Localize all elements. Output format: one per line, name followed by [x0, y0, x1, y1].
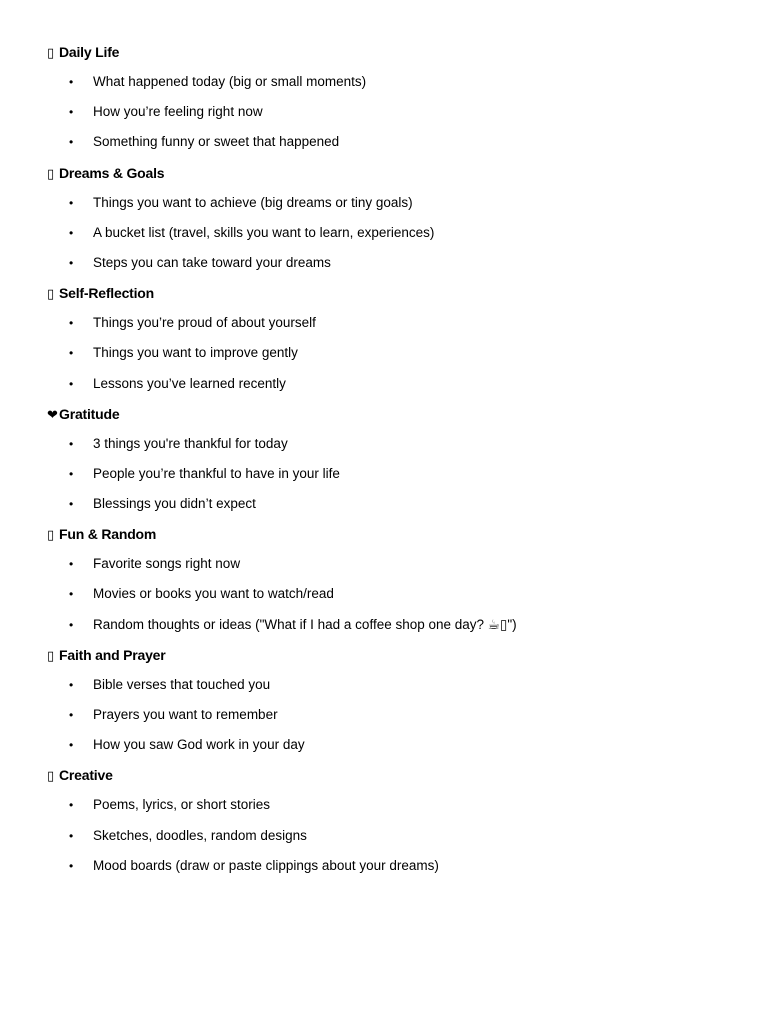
bullet-icon: •: [69, 858, 74, 873]
list-item: [0, 670, 768, 700]
bullet-list: [0, 429, 768, 520]
bullet-icon: •: [69, 617, 74, 632]
list-item-text: 3 things you're thankful for today: [93, 435, 288, 451]
list-item-text: What happened today (big or small moments): [93, 74, 367, 89]
section-heading: [0, 37, 768, 67]
missing-glyph-icon: ▯: [47, 527, 54, 543]
list-item: [0, 188, 768, 218]
list-item-text: Movies or books you want to watch/read: [93, 586, 334, 602]
missing-glyph-icon: ▯: [47, 45, 54, 60]
bullet-list: [0, 188, 768, 279]
bullet-icon: •: [69, 135, 74, 150]
section-heading: [0, 399, 768, 429]
list-item: [0, 67, 768, 97]
section: [0, 760, 768, 881]
bullet-icon: •: [69, 738, 74, 753]
list-item: [0, 127, 768, 157]
bullet-icon: •: [69, 677, 74, 692]
section-title: Daily Life: [59, 44, 120, 60]
bullet-icon: •: [69, 316, 74, 331]
list-item: [0, 610, 768, 640]
section-heading: [0, 519, 768, 549]
list-item: [0, 248, 768, 278]
bullet-icon: •: [69, 466, 74, 481]
list-item: [0, 730, 768, 760]
list-item-text: How you’re feeling right now: [93, 104, 263, 120]
bullet-icon: •: [69, 828, 74, 843]
section: [0, 278, 768, 399]
list-item: [0, 338, 768, 368]
bullet-icon: •: [69, 557, 74, 572]
list-item: [0, 579, 768, 609]
document-body: [0, 37, 768, 881]
section-heading: [0, 158, 768, 188]
bullet-list: [0, 670, 768, 761]
bullet-icon: •: [69, 346, 74, 361]
section: [0, 640, 768, 761]
bullet-list: [0, 67, 768, 158]
section: [0, 519, 768, 640]
list-item-text: Things you want to achieve (big dreams or tiny goals): [93, 194, 413, 210]
section-title: Faith and Prayer: [59, 646, 166, 663]
bullet-icon: •: [69, 436, 74, 451]
list-item-text: Random thoughts or ideas ("What if I had a coffee shop one day? ☕▯"): [93, 616, 517, 632]
bullet-icon: •: [69, 587, 74, 602]
list-item-text: Lessons you’ve learned recently: [93, 375, 286, 391]
list-item-text: Mood boards (draw or paste clippings about your dreams): [93, 857, 439, 873]
section-heading: [0, 760, 768, 790]
list-item-text: How you saw God work in your day: [93, 737, 305, 753]
list-item: [0, 821, 768, 851]
list-item-text: A bucket list (travel, skills you want to learn, experiences): [93, 224, 435, 240]
missing-glyph-icon: ▯: [47, 647, 54, 663]
bullet-icon: •: [69, 105, 74, 120]
missing-glyph-icon: ▯: [47, 768, 54, 784]
list-item: [0, 429, 768, 459]
list-item-text: Things you’re proud of about yourself: [93, 315, 316, 331]
bullet-icon: •: [69, 75, 74, 89]
list-item-text: Blessings you didn’t expect: [93, 496, 256, 512]
list-item-text: Prayers you want to remember: [93, 707, 278, 722]
list-item: [0, 790, 768, 820]
list-item-text: People you’re thankful to have in your life: [93, 465, 340, 481]
section-title: Dreams & Goals: [59, 164, 165, 181]
list-item-text: Sketches, doodles, random designs: [93, 827, 307, 843]
list-item: [0, 459, 768, 489]
bullet-list: [0, 549, 768, 640]
section-heading: [0, 640, 768, 670]
list-item-text: Bible verses that touched you: [93, 676, 271, 692]
section: [0, 399, 768, 520]
bullet-icon: •: [69, 255, 74, 270]
list-item-text: Something funny or sweet that happened: [93, 134, 340, 150]
list-item-text: Steps you can take toward your dreams: [93, 254, 331, 270]
bullet-icon: •: [69, 225, 74, 240]
list-item-text: Things you want to improve gently: [93, 345, 298, 361]
list-item: [0, 851, 768, 881]
list-item: [0, 700, 768, 730]
bullet-list: [0, 790, 768, 881]
list-item-text: Poems, lyrics, or short stories: [93, 797, 271, 813]
bullet-icon: •: [69, 708, 74, 722]
list-item: [0, 549, 768, 579]
list-item-text: Favorite songs right now: [93, 556, 241, 572]
bullet-list: [0, 308, 768, 399]
list-item: [0, 218, 768, 248]
missing-glyph-icon: ▯: [47, 286, 54, 302]
heart-icon: ❤: [47, 406, 58, 422]
section-title: Self-Reflection: [59, 285, 155, 302]
bullet-icon: •: [69, 195, 74, 210]
section-title: Fun & Random: [59, 526, 157, 543]
section-title: Gratitude: [59, 405, 120, 422]
section-heading: [0, 278, 768, 308]
list-item: [0, 369, 768, 399]
missing-glyph-icon: ▯: [47, 165, 54, 181]
list-item: [0, 97, 768, 127]
section: [0, 37, 768, 158]
bullet-icon: •: [69, 798, 74, 813]
bullet-icon: •: [69, 376, 74, 391]
list-item: [0, 489, 768, 519]
section-title: Creative: [59, 767, 113, 784]
list-item: [0, 308, 768, 338]
bullet-icon: •: [69, 497, 74, 512]
section: [0, 158, 768, 279]
